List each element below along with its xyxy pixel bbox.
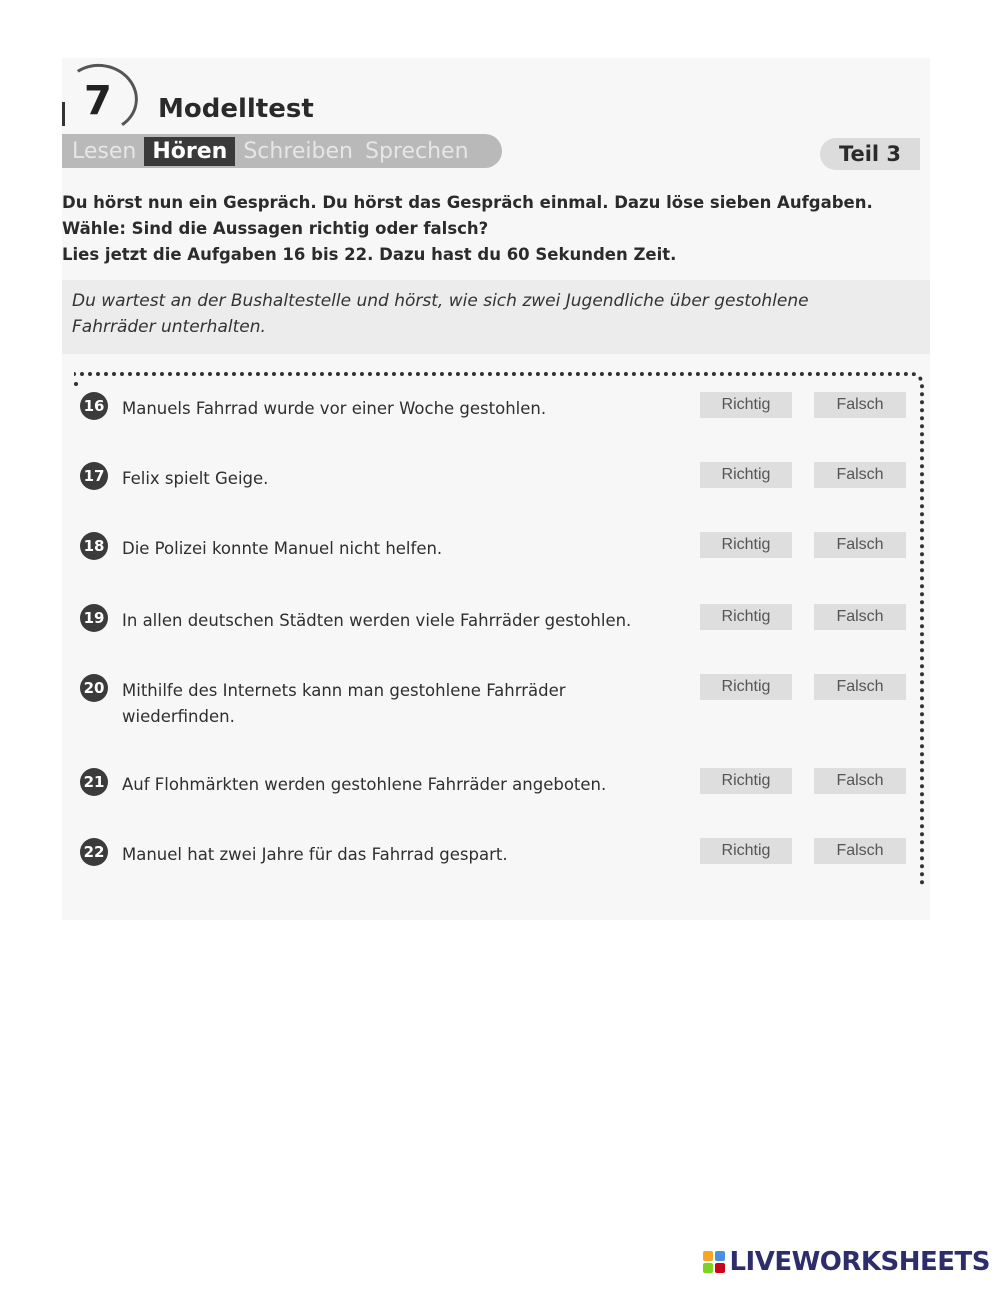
task-statement: Mithilfe des Internets kann man gestohlene Fahrräder wiederfinden.	[122, 681, 566, 726]
task-number-badge: 16	[80, 392, 108, 420]
unit-bar-decoration	[62, 102, 65, 126]
task-number-badge: 18	[80, 532, 108, 560]
falsch-button[interactable]: Falsch	[814, 838, 906, 864]
falsch-button[interactable]: Falsch	[814, 674, 906, 700]
richtig-button[interactable]: Richtig	[700, 392, 792, 418]
page-title: Modelltest	[158, 94, 314, 124]
task-statement: Felix spielt Geige.	[122, 469, 269, 488]
falsch-button[interactable]: Falsch	[814, 768, 906, 794]
task-number-badge: 19	[80, 604, 108, 632]
logo-square	[715, 1251, 725, 1261]
worksheet-page	[62, 58, 930, 920]
richtig-button[interactable]: Richtig	[700, 532, 792, 558]
task-statement: Die Polizei konnte Manuel nicht helfen.	[122, 539, 443, 558]
tab-schreiben: Schreiben	[243, 138, 353, 164]
logo-square	[715, 1263, 725, 1273]
task-number-badge: 20	[80, 674, 108, 702]
richtig-button[interactable]: Richtig	[700, 674, 792, 700]
task-statement: In allen deutschen Städten werden viele Fahrräder gestohlen.	[122, 611, 632, 630]
task-statement: Manuels Fahrrad wurde vor einer Woche gestohlen.	[122, 399, 547, 418]
falsch-button[interactable]: Falsch	[814, 604, 906, 630]
task-number-badge: 17	[80, 462, 108, 490]
richtig-button[interactable]: Richtig	[700, 604, 792, 630]
tab-sprechen: Sprechen	[364, 138, 469, 164]
richtig-button[interactable]: Richtig	[700, 838, 792, 864]
unit-number: 7	[84, 78, 112, 124]
instruction-line: Wähle: Sind die Aussagen richtig oder falsch?	[62, 219, 489, 238]
task-statement: Auf Flohmärkten werden gestohlene Fahrräder angeboten.	[122, 775, 607, 794]
part-label: Teil 3	[820, 138, 920, 170]
skills-tab-bar	[62, 134, 502, 168]
tab-hoeren: Hören	[144, 137, 235, 166]
liveworksheets-logo-icon	[703, 1251, 725, 1273]
task-statement: Manuel hat zwei Jahre für das Fahrrad gespart.	[122, 845, 508, 864]
instruction-line: Lies jetzt die Aufgaben 16 bis 22. Dazu hast du 60 Sekunden Zeit.	[62, 245, 677, 264]
liveworksheets-brand	[703, 1247, 990, 1277]
falsch-button[interactable]: Falsch	[814, 392, 906, 418]
falsch-button[interactable]: Falsch	[814, 462, 906, 488]
richtig-button[interactable]: Richtig	[700, 768, 792, 794]
context-box	[62, 280, 930, 354]
instruction-line: Du hörst nun ein Gespräch. Du hörst das Gespräch einmal. Dazu löse sieben Aufgaben.	[62, 193, 873, 212]
instructions	[62, 190, 922, 268]
task-number-badge: 22	[80, 838, 108, 866]
logo-square	[703, 1251, 713, 1261]
task-number-badge: 21	[80, 768, 108, 796]
context-text: Du wartest an der Bushaltestelle und hörst, wie sich zwei Jugendliche über gestohlene Fahrräder unterhalten.	[72, 291, 809, 337]
brand-name: LIVEWORKSHEETS	[729, 1247, 990, 1277]
frame-corner-dot	[74, 382, 78, 386]
falsch-button[interactable]: Falsch	[814, 532, 906, 558]
logo-square	[703, 1263, 713, 1273]
tab-lesen: Lesen	[72, 138, 137, 164]
richtig-button[interactable]: Richtig	[700, 462, 792, 488]
